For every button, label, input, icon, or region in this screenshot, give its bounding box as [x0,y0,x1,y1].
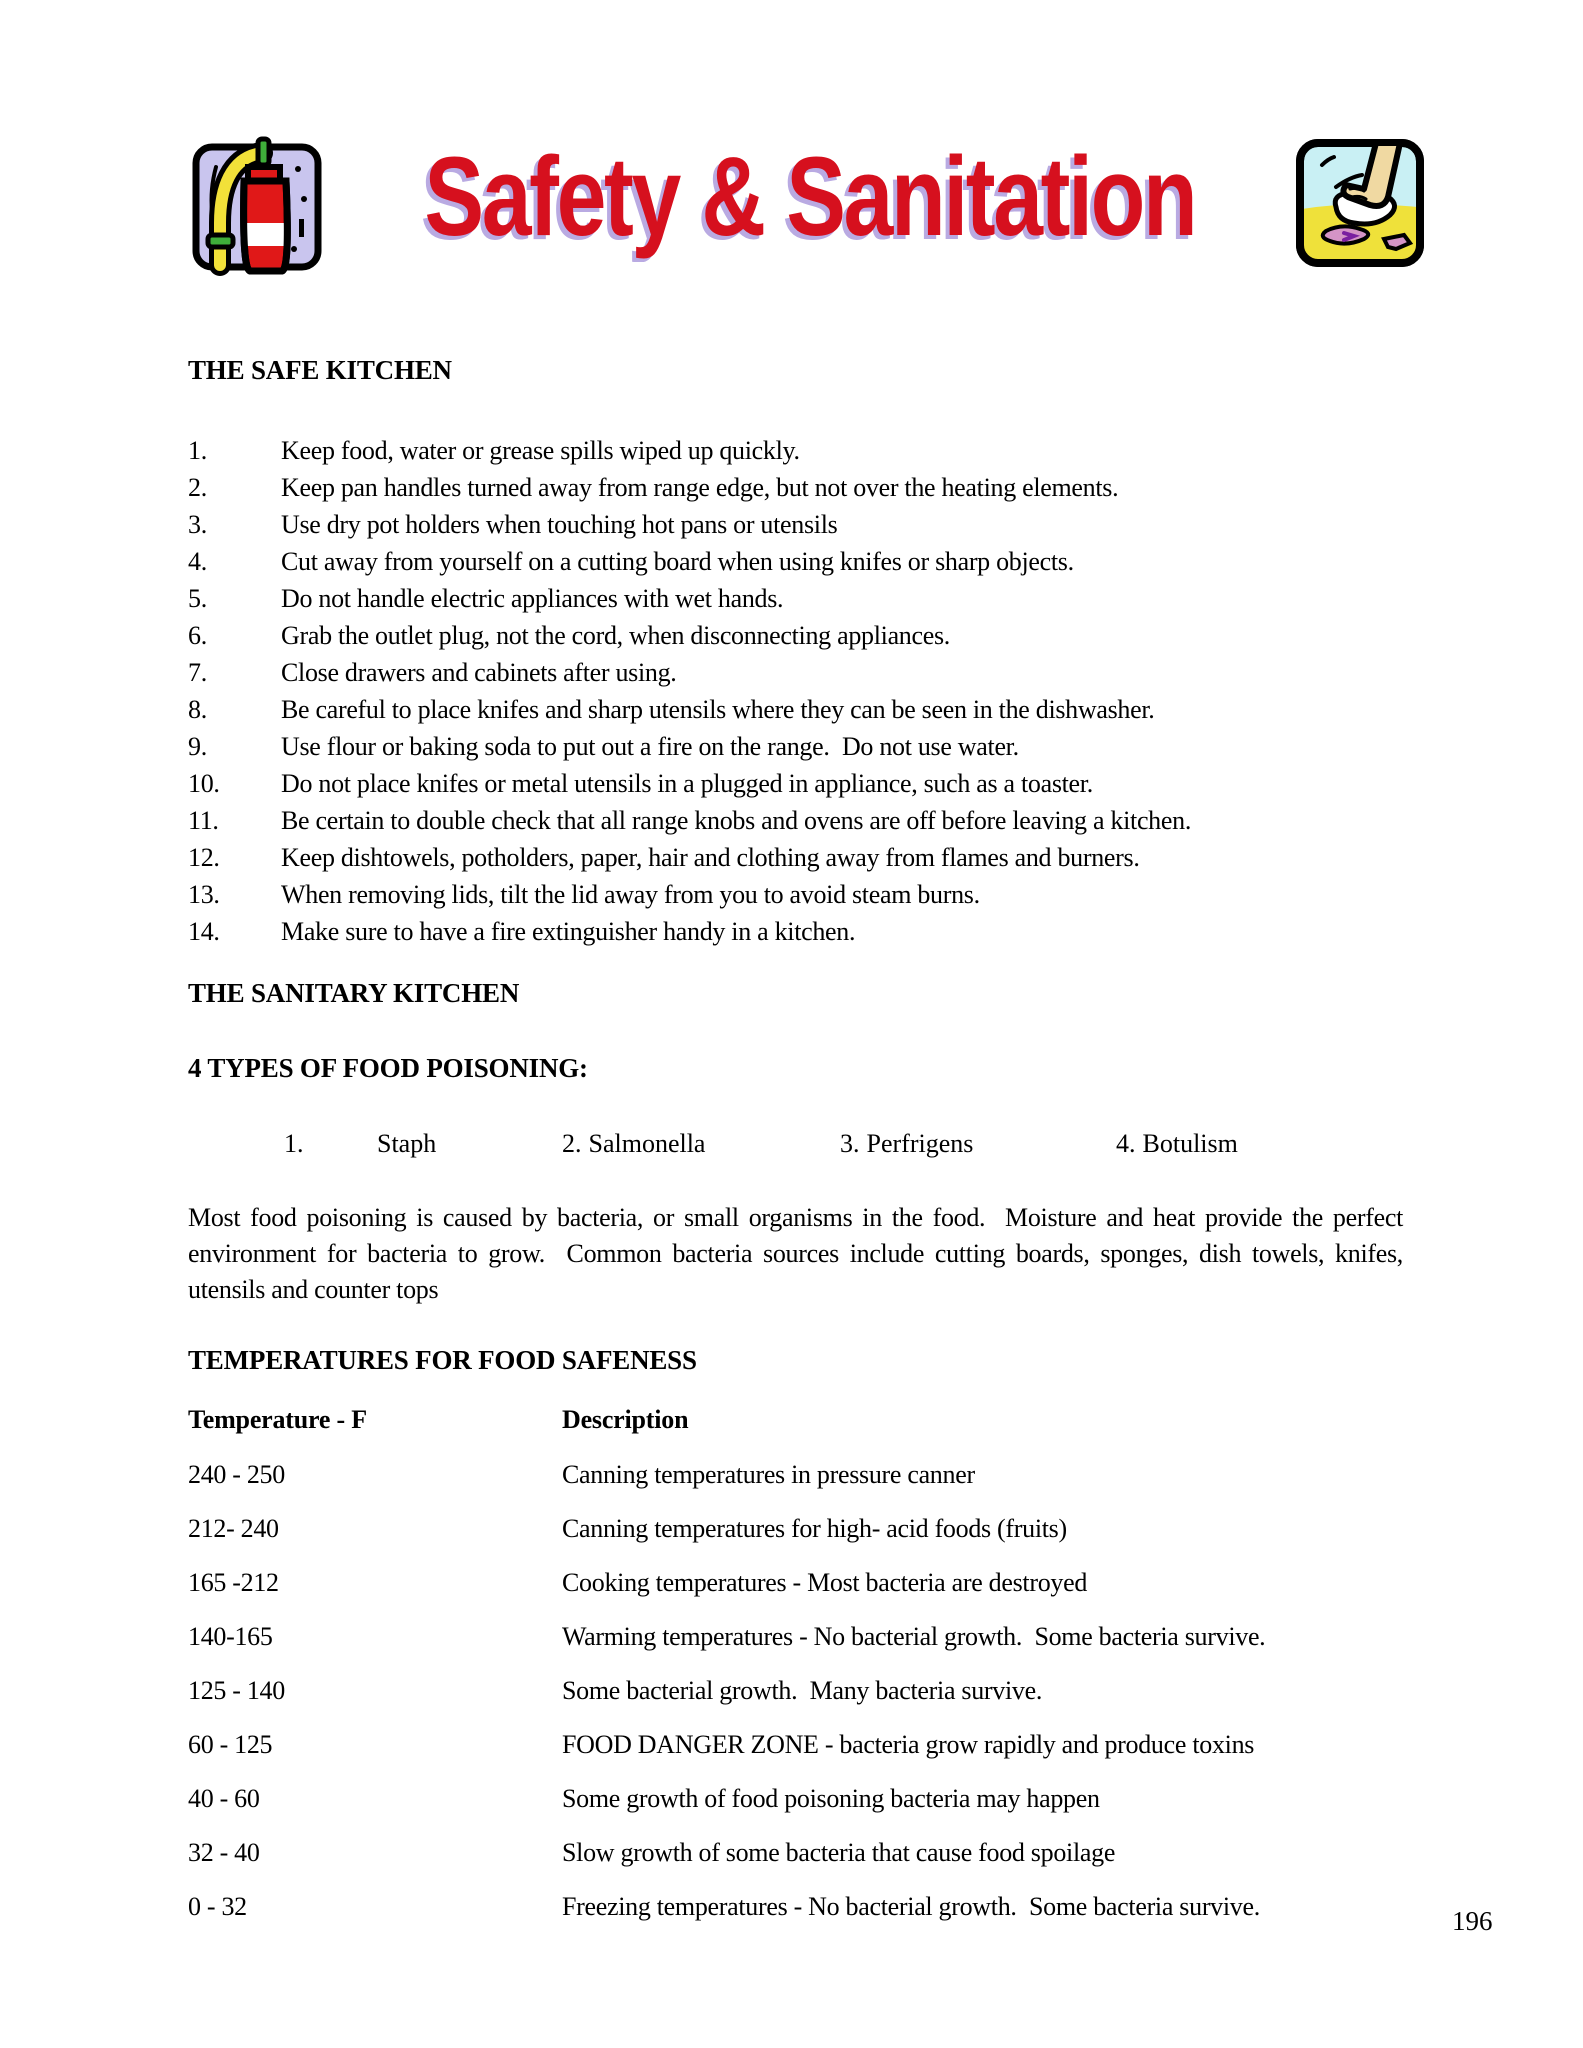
section-heading-food-poisoning: 4 TYPES OF FOOD POISONING: [188,1053,588,1083]
type-name: Staph [377,1129,437,1158]
column-header-description: Description [562,1405,689,1434]
type-name: Perfrigens [866,1129,974,1158]
section-heading-safe-kitchen: THE SAFE KITCHEN [188,355,452,385]
list-item-text: Keep dishtowels, potholders, paper, hair and clothing away from flames and burners. [281,843,1140,872]
list-item-text: Be certain to double check that all range knobs and ovens are off before leaving a kitchen. [281,806,1192,835]
table-row [188,1514,1408,1544]
food-poisoning-type [1116,1127,1238,1161]
list-item-number: 13. [188,880,220,909]
list-item-text: Use flour or baking soda to put out a fire on the range. Do not use water. [281,732,1019,761]
list-item-number: 5. [188,584,207,613]
list-item-text: Cut away from yourself on a cutting board when using knifes or sharp objects. [281,547,1074,576]
table-cell-description: Some growth of food poisoning bacteria may happen [562,1784,1100,1813]
table-row [188,1730,1408,1760]
table-cell-temperature: 40 - 60 [188,1784,260,1813]
table-cell-description: Slow growth of some bacteria that cause food spoilage [562,1838,1116,1867]
list-item-number: 11. [188,806,219,835]
list-item-number: 1. [188,436,207,465]
list-item [188,765,1408,802]
temperature-table [188,1405,1408,1922]
list-item [188,432,1408,469]
list-item [188,691,1408,728]
table-row [188,1838,1408,1868]
document-body [188,0,1408,1946]
column-header-temperature: Temperature - F [188,1405,367,1434]
type-number: 3. [840,1129,860,1158]
table-row [188,1784,1408,1814]
list-item-number: 7. [188,658,207,687]
table-cell-temperature: 125 - 140 [188,1676,285,1705]
list-item [188,543,1408,580]
temperature-table-rows [188,1460,1408,1922]
table-cell-temperature: 0 - 32 [188,1892,247,1921]
table-cell-description: Canning temperatures in pressure canner [562,1460,975,1489]
table-row [188,1622,1408,1652]
table-cell-description: Cooking temperatures - Most bacteria are destroyed [562,1568,1088,1597]
temperature-table-header [188,1405,1408,1435]
food-poisoning-type [562,1127,705,1161]
type-name: Botulism [1142,1129,1238,1158]
list-item-text: Do not handle electric appliances with wet hands. [281,584,784,613]
list-item [188,654,1408,691]
table-cell-description: FOOD DANGER ZONE - bacteria grow rapidly and produce toxins [562,1730,1255,1759]
list-item-text: Be careful to place knifes and sharp utensils where they can be seen in the dishwasher. [281,695,1155,724]
list-item-number: 10. [188,769,220,798]
list-item-number: 3. [188,510,207,539]
list-item-text: Do not place knifes or metal utensils in a plugged in appliance, such as a toaster. [281,769,1093,798]
list-item-text: When removing lids, tilt the lid away from you to avoid steam burns. [281,880,980,909]
list-item [188,617,1408,654]
section-heading-temperatures: TEMPERATURES FOR FOOD SAFENESS [188,1345,697,1375]
list-item-number: 8. [188,695,207,724]
type-number: 2. [562,1129,582,1158]
list-item-number: 6. [188,621,207,650]
list-item-text: Keep pan handles turned away from range edge, but not over the heating elements. [281,473,1119,502]
table-row [188,1460,1408,1490]
list-item-number: 9. [188,732,207,761]
list-item [188,839,1408,876]
table-cell-description: Warming temperatures - No bacterial growth. Some bacteria survive. [562,1622,1266,1651]
food-poisoning-type [840,1127,973,1161]
table-cell-temperature: 32 - 40 [188,1838,260,1867]
table-cell-temperature: 165 -212 [188,1568,279,1597]
type-number: 4. [1116,1129,1136,1158]
table-cell-description: Some bacterial growth. Many bacteria survive. [562,1676,1043,1705]
list-item-text: Keep food, water or grease spills wiped up quickly. [281,436,800,465]
table-row [188,1568,1408,1598]
list-item-number: 12. [188,843,220,872]
table-cell-description: Freezing temperatures - No bacterial growth. Some bacteria survive. [562,1892,1260,1921]
list-item-number: 2. [188,473,207,502]
table-row [188,1892,1408,1922]
food-poisoning-type [284,1127,436,1161]
page-title: Safety & Sanitation [424,134,1196,259]
list-item [188,728,1408,765]
list-item [188,913,1408,950]
type-name: Salmonella [588,1129,706,1158]
page-number: 196 [1452,1906,1493,1936]
table-cell-temperature: 240 - 250 [188,1460,285,1489]
food-poisoning-paragraph: Most food poisoning is caused by bacteria, or small organisms in the food. Moisture and heat provide the perfect environment for bacteria to grow. Common bacteria sources include cutting boards, sponges, dish towels, knifes, utensils and counter tops [188,1203,1410,1304]
list-item-text: Close drawers and cabinets after using. [281,658,677,687]
table-cell-temperature: 60 - 125 [188,1730,273,1759]
list-item-number: 14. [188,917,220,946]
list-item [188,580,1408,617]
list-item [188,876,1408,913]
list-item [188,506,1408,543]
food-poisoning-types-row [188,1127,1408,1161]
list-item [188,469,1408,506]
list-item-text: Grab the outlet plug, not the cord, when disconnecting appliances. [281,621,951,650]
section-heading-sanitary-kitchen: THE SANITARY KITCHEN [188,978,520,1008]
table-cell-description: Canning temperatures for high- acid foods (fruits) [562,1514,1067,1543]
table-cell-temperature: 140-165 [188,1622,273,1651]
list-item-text: Use dry pot holders when touching hot pans or utensils [281,510,838,539]
table-cell-temperature: 212- 240 [188,1514,279,1543]
list-item [188,802,1408,839]
type-number: 1. [284,1129,304,1158]
list-item-number: 4. [188,547,207,576]
list-item-text: Make sure to have a fire extinguisher handy in a kitchen. [281,917,856,946]
table-row [188,1676,1408,1706]
safe-kitchen-list [188,432,1408,950]
